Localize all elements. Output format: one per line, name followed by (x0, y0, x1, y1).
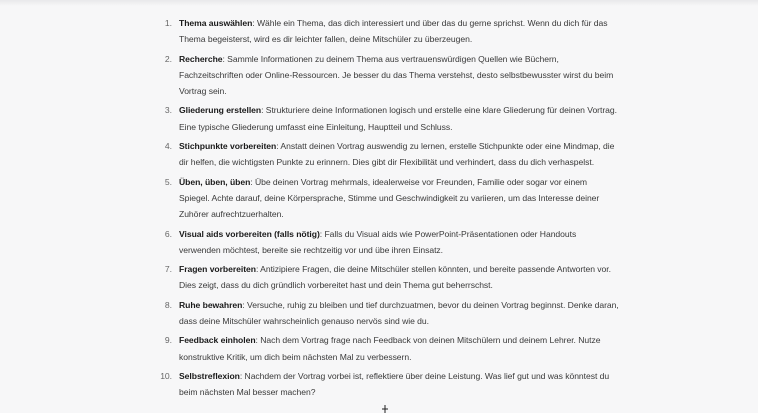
list-item (150, 226, 620, 259)
item-number: 1. (164, 18, 172, 28)
item-title: Fragen vorbereiten (179, 264, 256, 275)
text-cursor-icon (380, 405, 390, 413)
item-number: 9. (164, 335, 172, 346)
item-number: 10. (160, 370, 172, 381)
list-item (150, 368, 620, 401)
list-item (150, 102, 620, 135)
item-text: : Versuche, ruhig zu bleiben und tief durchzuatmen, bevor du deinen Vortrag beginnst. Denke daran, dass deine Mitschüler wahrscheinlich genauso nervös sind wie du. (179, 299, 619, 327)
item-number: 6. (164, 228, 172, 239)
list-item (150, 51, 620, 100)
item-text: : Falls du Visual aids wie PowerPoint-Präsentationen oder Handouts verwenden möchtest, bereite sie rechtzeitig vor und übe ihren Einsatz. (179, 228, 577, 255)
list-item (150, 332, 620, 365)
list-item (150, 138, 620, 171)
item-title: Thema auswählen (179, 18, 253, 28)
item-number: 7. (164, 264, 172, 275)
assistant-message (150, 15, 620, 404)
item-number: 8. (164, 299, 172, 310)
item-text: : Nachdem der Vortrag vorbei ist, reflektiere über deine Leistung. Was lief gut und was könntest du beim nächsten Mal besser machen? (179, 370, 610, 398)
item-title: Stichpunkte vorbereiten (179, 141, 277, 152)
item-number: 4. (164, 141, 172, 152)
item-title: Feedback einholen (179, 335, 256, 346)
item-title: Selbstreflexion (179, 370, 240, 381)
item-text: : Sammle Informationen zu deinem Thema aus vertrauenswürdigen Quellen wie Büchern, Fachzeitschriften oder Online-Ressourcen. Je besser du das Thema verstehst, desto selbstbewusster wirst du beim Vortrag sein. (179, 53, 614, 97)
item-text: : Nach dem Vortrag frage nach Feedback von deinen Mitschülern und deinem Lehrer. Nutze konstruktive Kritik, um dich beim nächsten Mal zu verbessern. (179, 335, 601, 362)
item-text: : Wähle ein Thema, das dich interessiert und über das du gerne sprichst. Wenn du dich für das Thema begeisterst, wird es dir leichter fallen, deine Mitschüler zu überzeugen. (179, 18, 608, 45)
list-item (150, 174, 620, 223)
item-text: : Antizipiere Fragen, die deine Mitschüler stellen könnten, und bereite passende Antworten vor. Dies zeigt, dass du dich gründlich vorbereitet hast und dein Thema gut beherrschst. (179, 264, 611, 291)
item-title: Gliederung erstellen (179, 105, 262, 116)
item-number: 5. (164, 176, 172, 187)
steps-list (150, 15, 620, 401)
item-text: : Anstatt deinen Vortrag auswendig zu lernen, erstelle Stichpunkte oder eine Mindmap, die dir helfen, die wichtigsten Punkte zu erinnern. Dies gibt dir Flexibilität und verhindert, dass du dich verhaspelst. (179, 141, 615, 168)
item-number: 3. (164, 105, 172, 116)
list-item (150, 15, 620, 48)
list-item (150, 261, 620, 294)
item-title: Visual aids vorbereiten (falls nötig) (179, 228, 320, 239)
list-item (150, 297, 620, 330)
top-fade (0, 0, 758, 6)
item-number: 2. (164, 53, 172, 64)
item-title: Ruhe bewahren (179, 299, 243, 310)
item-title: Recherche (179, 53, 223, 64)
item-text: : Übe deinen Vortrag mehrmals, idealerweise vor Freunden, Familie oder sogar vor einem Spiegel. Achte darauf, deine Körpersprache, Stimme und Geschwindigkeit zu variieren, um das Interesse deiner Zuhörer aufrechtzuerhalten. (179, 176, 600, 220)
item-text: : Strukturiere deine Informationen logisch und erstelle eine klare Gliederung für deinen Vortrag. Eine typische Gliederung umfasst eine Einleitung, Hauptteil und Schluss. (179, 105, 617, 132)
item-title: Üben, üben, üben (179, 176, 251, 187)
